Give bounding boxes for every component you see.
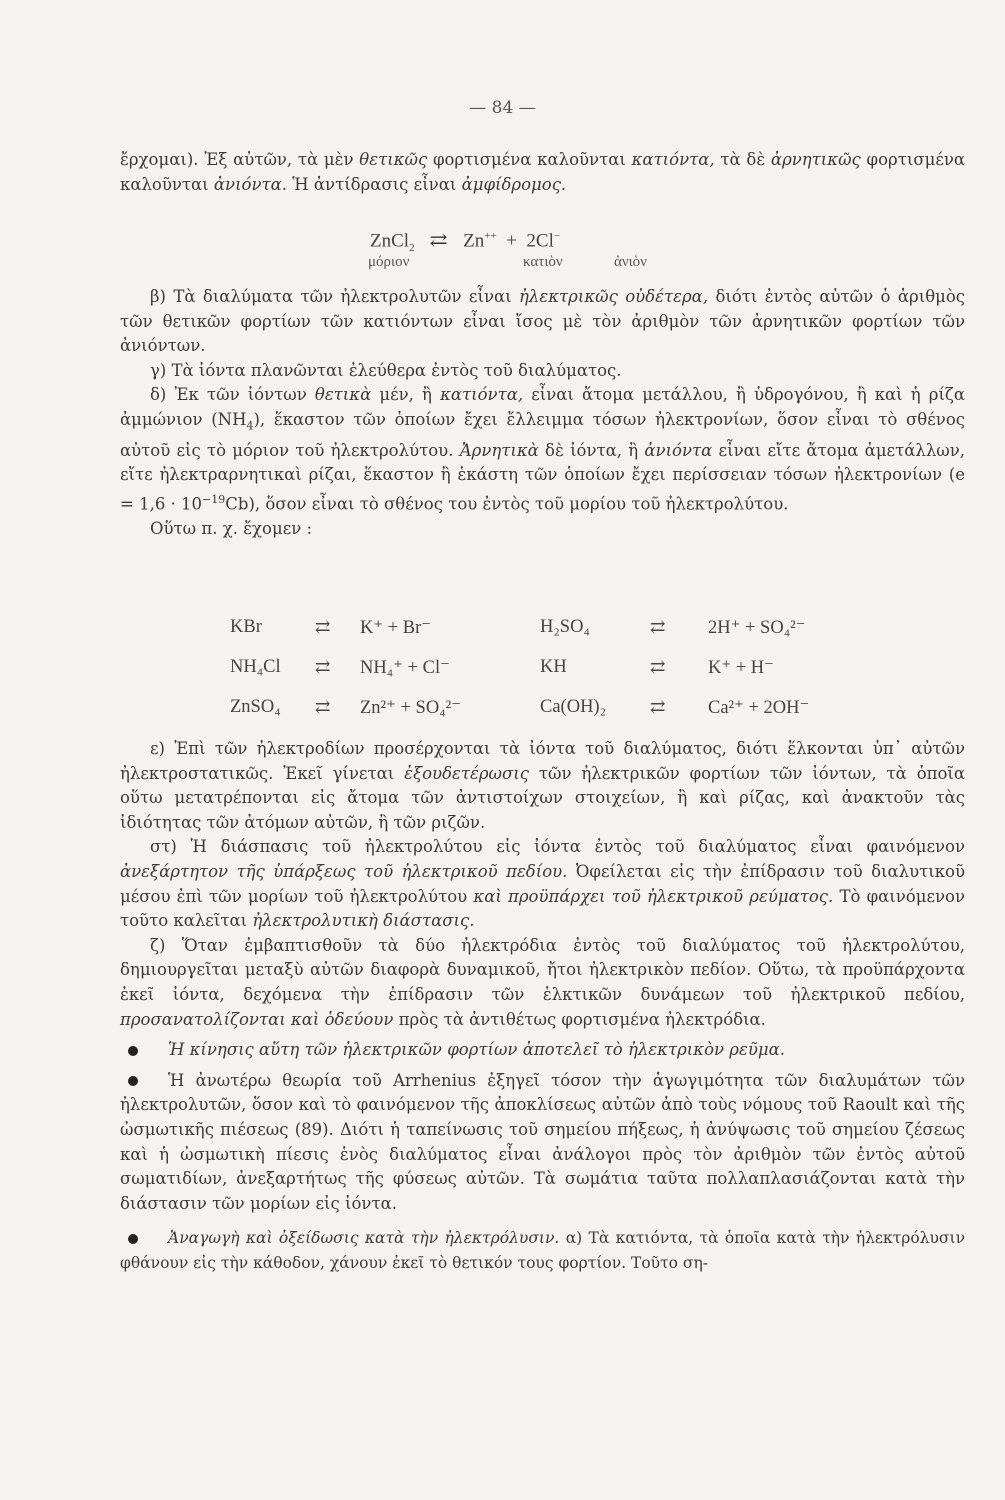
para-d-text: εἶναι ἄτομα μετάλλου, ἢ ὑδρογόνου, ἢ καὶ ἡ ρίζα ἀμμώνιον (NH	[120, 385, 966, 429]
paragraph-z	[120, 934, 965, 1032]
para-d-text: μέν, ἢ	[379, 385, 432, 405]
nh4-subscript: 4	[246, 419, 254, 433]
reaction-left: NH₄Cl	[230, 657, 281, 677]
reaction-row	[230, 697, 880, 737]
intro-emphasis: θετικῶς	[359, 150, 428, 169]
intro-paragraph	[120, 148, 965, 197]
para-d-emphasis: ἀνιόντα	[644, 440, 713, 460]
eq-left: ZnCl	[370, 230, 410, 252]
paragraph-e	[120, 737, 965, 835]
paragraph-d	[120, 383, 965, 517]
reaction-row	[230, 657, 880, 697]
reaction-arrow: ⇄	[650, 618, 666, 638]
reaction-left: ZnSO₄	[230, 697, 281, 717]
label-cation: κατιὸν	[523, 254, 563, 270]
reaction-right: Zn²⁺ + SO₄²⁻	[360, 698, 461, 718]
bullet-paragraph-3	[120, 1226, 965, 1275]
para-st-text: Ὀφείλεται εἰς τὴν ἐπίδρασιν τοῦ διαλυτικοῦ μέσου ἐπὶ τῶν μορίων τοῦ ἠλεκτρολύτου	[120, 861, 965, 906]
reaction-right: 2H⁺ + SO₄²⁻	[708, 618, 806, 638]
para-st-emphasis: καὶ προϋπάρχει τοῦ ἠλεκτρικοῦ ρεύματος.	[473, 886, 834, 906]
eq-anion-charge: −	[553, 230, 561, 242]
para-d-emphasis: Ἀρνητικὰ	[459, 440, 539, 460]
page-number: — 84 —	[469, 98, 536, 118]
intro-text: ἔρχομαι). Ἐξ αὐτῶν, τὰ μὲν	[120, 150, 354, 169]
para-e-emphasis: ἐξουδετέρωσις	[404, 763, 529, 783]
example-intro: Οὕτω π. χ. ἔχομεν :	[150, 519, 313, 539]
para-d-emphasis: θετικὰ	[314, 385, 372, 405]
para-d-text: ), ἕκαστον τῶν ὁποίων ἔχει ἔλλειμμα τόσων ἠλεκτρονίων, ὅσον εἶναι τὸ σθένος αὐτοῦ εἰς τὸ μόριον τοῦ ἠλεκτρολύτου.	[120, 409, 965, 460]
reaction-arrow: ⇄	[315, 658, 331, 678]
equilibrium-arrow: ⇄	[429, 230, 448, 251]
para-d-emphasis: κατιόντα,	[440, 385, 524, 405]
reaction-right: NH₄⁺ + Cl⁻	[360, 658, 450, 678]
para-st-emphasis: ἠλεκτρολυτικὴ διάστασις.	[252, 911, 475, 931]
para-d-text: δ) Ἐκ τῶν ἰόντων	[150, 385, 307, 405]
reaction-left: KH	[540, 657, 567, 677]
paragraphs-e-to-end	[120, 737, 965, 1275]
eq-left-subscript: 2	[409, 242, 415, 255]
reaction-left: Ca(OH)₂	[540, 697, 607, 717]
intro-emphasis: ἀνιόντα.	[213, 174, 288, 194]
bullet-dot-icon	[128, 1076, 138, 1086]
para-b-text-2: διότι ἐντὸς αὐτῶν ὁ ἀριθμὸς τῶν θετικῶν φορτίων τῶν κατιόντων εἶναι ἴσος μὲ τὸν ἀριθμὸν τῶν ἀρνητικῶν φορτίων τῶν ἀνιόντων.	[120, 287, 966, 356]
reaction-row	[230, 617, 880, 657]
intro-text: τὰ δὲ	[720, 150, 766, 169]
reaction-table	[230, 617, 880, 737]
reaction-arrow: ⇄	[315, 698, 331, 718]
para-z-text: ζ) Ὅταν ἐμβαπτισθοῦν τὰ δύο ἠλεκτρόδια ἐντὸς τοῦ διαλύματος τοῦ ἠλεκτρολύτου, δημιουργεῖται μεταξὺ αὐτῶν διαφορὰ δυναμικοῦ, ἤτοι ἠλεκτρικὸν πεδίον. Οὕτω, τὰ προϋπάρχοντα ἐκεῖ ἰόντα, δεχόμενα τὴν ἐπίδρασιν τῶν ἑλκτικῶν δυνάμεων τοῦ ἠλεκτρικοῦ πεδίου,	[120, 935, 965, 1004]
para-z-text: πρὸς τὰ ἀντιθέτως φορτισμένα ἠλεκτρόδια.	[398, 1009, 766, 1029]
para-e-text: ε) Ἐπὶ τῶν ἠλεκτροδίων προσέρχονται τὰ ἰόντα τοῦ διαλύματος, διότι ἕλκονται ὑπ᾽ αὐτῶν ἠλεκτροστατικῶς. Ἐκεῖ γίνεται	[120, 739, 965, 783]
para-st-text: στ) Ἡ διάσπασις τοῦ ἠλεκτρολύτου εἰς ἰόντα ἐντὸς τοῦ διαλύματος εἶναι φαινόμενον	[150, 837, 965, 857]
reaction-arrow: ⇄	[650, 658, 666, 678]
reaction-arrow: ⇄	[315, 618, 331, 638]
bullet-paragraph-2	[120, 1069, 965, 1217]
reaction-left: KBr	[230, 617, 262, 637]
exponent: −19	[202, 493, 226, 507]
paragraph-g: γ) Τὰ ἰόντα πλανῶνται ἐλεύθερα ἐντὸς τοῦ διαλύματος.	[150, 360, 622, 380]
bullet-1-text: Ἡ κίνησις αὕτη τῶν ἠλεκτρικῶν φορτίων ἀποτελεῖ τὸ ἠλεκτρικὸν ρεῦμα.	[168, 1040, 785, 1060]
label-molecule: μόριον	[368, 254, 410, 270]
reaction-right: K⁺ + H⁻	[708, 658, 774, 678]
bullet-3-heading: Ἀναγωγὴ καὶ ὀξείδωσις κατὰ τὴν ἠλεκτρόλυσιν.	[168, 1229, 560, 1248]
para-d-text: δὲ ἰόντα, ἢ	[545, 440, 639, 460]
reaction-right: Ca²⁺ + 2OH⁻	[708, 698, 810, 718]
bullet-2-text: Ἡ ἀνωτέρω θεωρία τοῦ Arrhenius ἐξηγεῖ τόσον τὴν ἀγωγιμότητα τῶν διαλυμάτων τῶν ἠλεκτρολυτῶν, ὅσον καὶ τὸ φαινόμενον τῆς ἀποκλίσεως αὐτῶν ἀπὸ τοὺς νόμους τοῦ Raoult καὶ τῆς ὠσμωτικῆς πιέσεως (89). Διότι ἡ ταπείνωσις τοῦ σημείου πήξεως, ἡ ἀνύψωσις τοῦ σημείου ζέσεως καὶ ἡ ὠσμωτικὴ πίεσις ἑνὸς διαλύματος εἶναι ἀνάλογοι πρὸς τὸν ἀριθμὸν τῶν ἐντὸς αὐτοῦ σωματιδίων, ἀνεξαρτήτως τῆς φύσεως αὐτῶν. Τὰ σωμάτια ταῦτα πολλαπλασιάζονται κατὰ τὴν διάστασιν τῶν μορίων εἰς ἰόντα.	[120, 1070, 965, 1213]
intro-text: Ἡ ἀντίδρασις εἶναι	[292, 174, 457, 194]
reaction-arrow: ⇄	[650, 698, 666, 718]
paragraph-b	[120, 285, 965, 359]
para-e-text: τῶν ἠλεκτρικῶν φορτίων τῶν ἰόντων, τὰ ὁποῖα οὕτω μετατρέπονται εἰς ἄτομα τῶν ἀντιστοίχων στοιχείων, ἢ καὶ ρίζας, καὶ ἀνακτοῦν τὰς ἰδιότητας τῶν ἀτόμων αὐτῶν, ἢ τῶν ριζῶν.	[120, 763, 966, 832]
para-st-text: Τὸ φαινόμενον τοῦτο καλεῖται	[120, 886, 965, 931]
eq-right-anion: 2Cl	[526, 230, 554, 252]
para-z-emphasis: προσανατολίζονται καὶ ὁδεύουν	[120, 1009, 394, 1029]
intro-emphasis: κατιόντα,	[631, 150, 715, 169]
para-b-emphasis: ἠλεκτρικῶς οὐδέτερα,	[519, 287, 709, 306]
para-d-text: εἶναι εἴτε ἄτομα ἀμετάλλων, εἴτε ἠλεκτραρνητικαὶ ρίζαι, ἕκαστον ἢ ἑκάστη τῶν ὁποίων ἔχει περίσσειαν τόσων ἠλεκτρονίων (e = 1,6 · 10	[120, 440, 966, 514]
reaction-right: K⁺ + Br⁻	[360, 618, 432, 638]
para-d-text: Cb), ὅσον εἶναι τὸ σθένος του ἐντὸς τοῦ μορίου τοῦ ἠλεκτρολύτου.	[225, 494, 789, 514]
intro-text: φορτισμένα καλοῦνται	[432, 150, 626, 169]
bullet-paragraph-1	[120, 1038, 965, 1063]
para-st-emphasis: ἀνεξάρτητον τῆς ὑπάρξεως τοῦ ἠλεκτρικοῦ πεδίου.	[120, 861, 568, 881]
intro-emphasis: ἀμφίδρομος.	[461, 174, 567, 194]
paragraphs-b-to-d	[120, 285, 965, 542]
reaction-left: H₂SO₄	[540, 617, 590, 637]
bullet-dot-icon	[128, 1046, 138, 1056]
paragraph-st	[120, 835, 965, 933]
para-b-text: β) Τὰ διαλύματα τῶν ἠλεκτρολυτῶν εἶναι	[150, 287, 512, 306]
eq-right-cation: Zn	[463, 230, 485, 252]
equation-line	[370, 230, 560, 254]
intro-text: φορτισμένα καλοῦνται	[120, 150, 966, 194]
intro-emphasis: ἀρνητικῶς	[770, 150, 861, 169]
eq-cation-charge: ++	[484, 230, 497, 242]
bullet-dot-icon	[128, 1234, 138, 1244]
label-anion: ἀνιὸν	[614, 254, 647, 270]
eq-plus: +	[506, 230, 517, 252]
bullet-3-text: α) Τὰ κατιόντα, τὰ ὁποῖα κατὰ τὴν ἠλεκτρόλυσιν φθάνουν εἰς τὴν κάθοδον, χάνουν ἐκεῖ τὸ θετικόν τους φορτίον. Τοῦτο ση-	[120, 1229, 965, 1272]
